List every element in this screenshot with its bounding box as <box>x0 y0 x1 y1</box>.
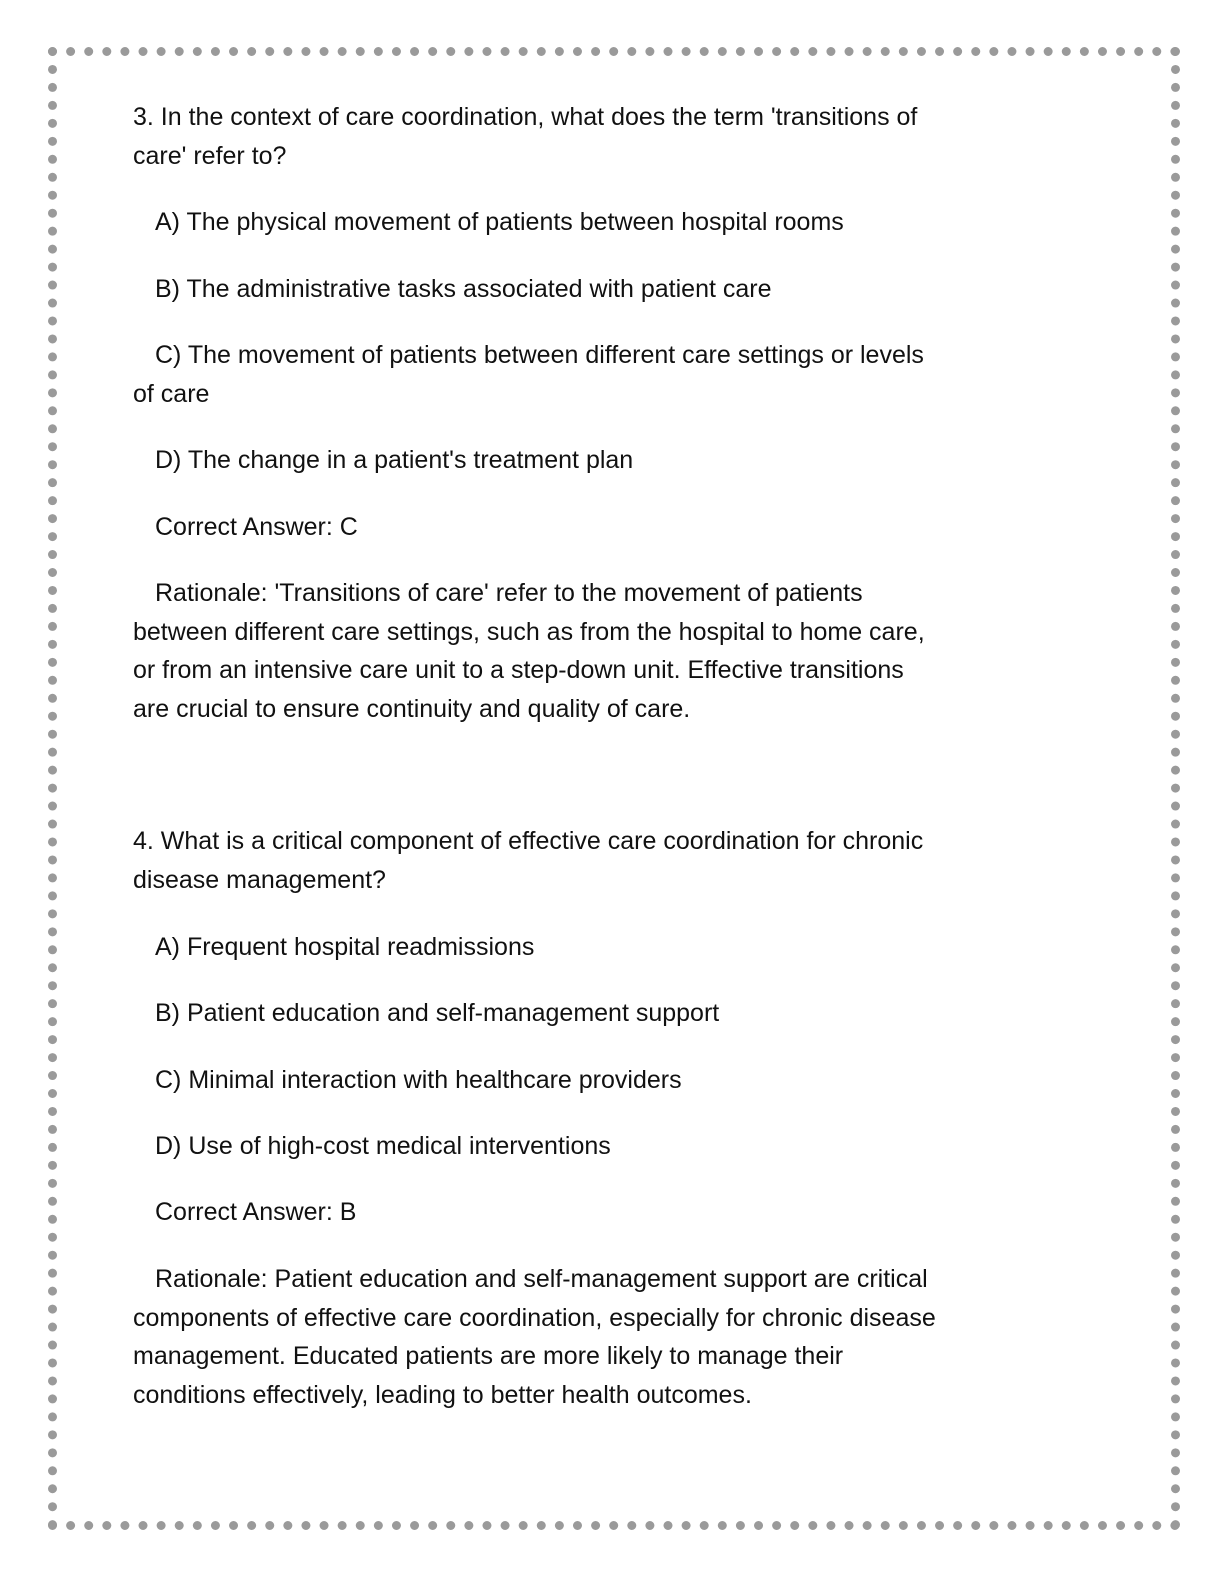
option-text: of care <box>133 379 210 408</box>
q4-option-c <box>133 1061 682 1100</box>
rationale-line: between different care settings, such as from the hospital to home care, <box>133 617 925 646</box>
q3-rationale <box>133 574 925 728</box>
rationale-line: or from an intensive care unit to a step-down unit. Effective transitions <box>133 656 904 684</box>
q4-option-b <box>133 994 719 1033</box>
option-text: D) The change in a patient's treatment plan <box>155 446 634 474</box>
correct-answer-text: Correct Answer: C <box>155 513 358 541</box>
question-line: care' refer to? <box>133 141 287 170</box>
rationale-line: components of effective care coordination, especially for chronic disease <box>133 1303 936 1332</box>
question-3-text <box>133 98 917 175</box>
rationale-line: are crucial to ensure continuity and quality of care. <box>133 694 691 723</box>
q4-correct-answer <box>133 1193 356 1232</box>
question-line: disease management? <box>133 865 386 894</box>
q4-option-d <box>133 1127 611 1166</box>
q3-option-c <box>133 336 924 413</box>
option-text: A) The physical movement of patients between hospital rooms <box>155 208 844 236</box>
rationale-line: conditions effectively, leading to better health outcomes. <box>133 1380 752 1409</box>
option-text: D) Use of high-cost medical interventions <box>155 1132 611 1160</box>
q4-option-a <box>133 928 534 967</box>
question-4-text <box>133 822 923 899</box>
q3-option-b <box>133 270 772 309</box>
option-text: B) The administrative tasks associated with patient care <box>155 275 772 303</box>
rationale-line: Rationale: 'Transitions of care' refer to the movement of patients <box>155 579 863 607</box>
rationale-line: management. Educated patients are more likely to manage their <box>133 1342 844 1370</box>
q3-option-d <box>133 441 633 480</box>
q4-rationale <box>133 1260 936 1414</box>
option-text: C) The movement of patients between different care settings or levels <box>155 341 924 369</box>
option-text: B) Patient education and self-management support <box>155 999 720 1027</box>
question-line: 3. In the context of care coordination, what does the term 'transitions of <box>133 103 918 131</box>
question-line: 4. What is a critical component of effective care coordination for chronic <box>133 827 924 855</box>
option-text: A) Frequent hospital readmissions <box>155 933 535 961</box>
rationale-line: Rationale: Patient education and self-management support are critical <box>155 1265 928 1293</box>
option-text: C) Minimal interaction with healthcare providers <box>155 1066 682 1094</box>
q3-correct-answer <box>133 508 358 547</box>
q3-option-a <box>133 203 844 242</box>
correct-answer-text: Correct Answer: B <box>155 1198 357 1226</box>
